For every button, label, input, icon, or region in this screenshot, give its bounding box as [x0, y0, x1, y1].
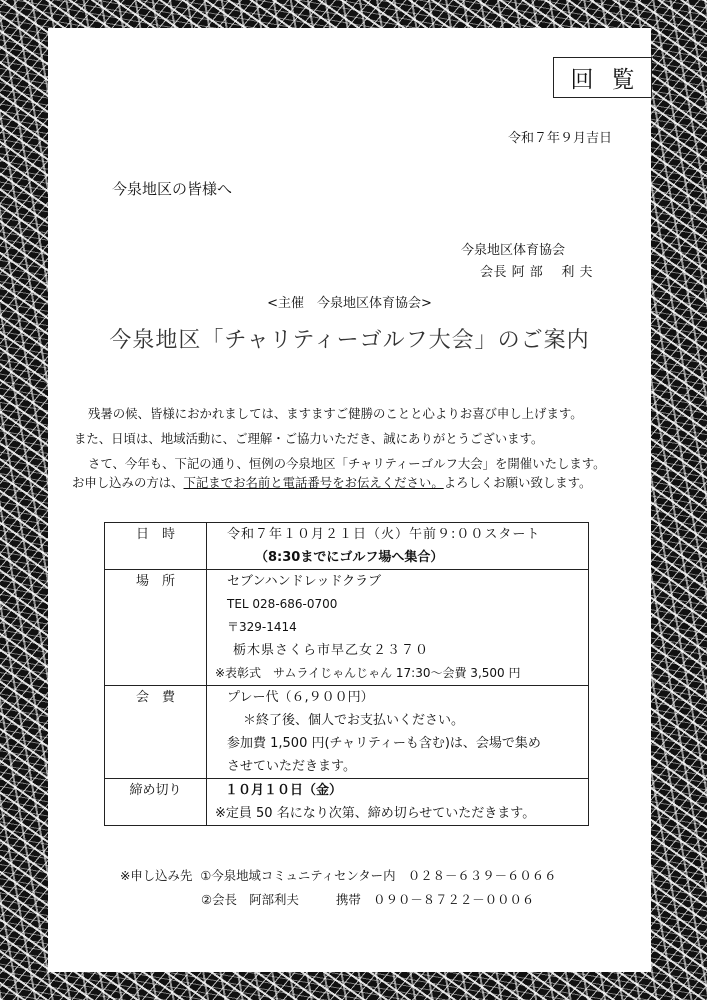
addressee: 今泉地区の皆様へ: [112, 180, 233, 198]
venue-address: 栃木県さくら市早乙女２３７０: [233, 643, 430, 658]
issue-date: 令和７年９月吉日: [508, 131, 613, 146]
fee-entry-line1: 参加費 1,500 円(チャリティーも含む)は、会場で集め: [227, 736, 541, 751]
label-deadline-text: 締め切り: [129, 783, 182, 798]
body-paragraph-3: さて、今年も、下記の通り、恒例の今泉地区「チャリティーゴルフ大会」を開催いたします。: [88, 456, 606, 471]
row-venue: [105, 570, 589, 686]
document-title: 今泉地区「チャリティーゴルフ大会」のご案内: [109, 328, 590, 353]
deadline-date: １０月１０日（金）: [225, 783, 343, 798]
venue-name: セブンハンドレッドクラブ: [227, 574, 382, 589]
notice-sheet: [48, 28, 651, 972]
event-info-table: [104, 522, 589, 826]
fee-play: プレー代（６,９００円）: [227, 690, 374, 705]
row-deadline: [105, 779, 589, 826]
datetime-line2: （8:30までにゴルフ場へ集合）: [255, 550, 444, 565]
sponsor-line: <主催 今泉地区体育協会>: [267, 296, 432, 311]
sender-organization: 今泉地区体育協会: [461, 243, 566, 258]
deadline-note: ※定員 50 名になり次第、締め切らせていただきます。: [215, 806, 536, 821]
venue-zip: 〒329-1414: [227, 620, 297, 634]
value-fee: [207, 686, 589, 779]
label-fee: [105, 686, 207, 779]
circulation-stamp: 回覧: [553, 57, 652, 98]
value-datetime: [207, 523, 589, 570]
apply-line1: [120, 866, 557, 884]
p4-prefix: お申し込みの方は、: [72, 475, 184, 490]
fee-entry-line2: させていただきます。: [227, 759, 356, 774]
label-venue: [105, 570, 207, 686]
sender-president: 会長 阿 部 利 夫: [480, 265, 594, 280]
value-deadline: [207, 779, 589, 826]
apply-contact-1: ①今泉地域コミュニティセンター内 ０２８－６３９－６０６６: [200, 868, 557, 883]
label-venue-text: 場 所: [135, 574, 175, 589]
value-venue: [207, 570, 589, 686]
body-paragraph-2: また、日頃は、地域活動に、ご理解・ご協力いただき、誠にありがとうございます。: [74, 431, 544, 446]
row-datetime: [105, 523, 589, 570]
label-deadline: [105, 779, 207, 826]
body-paragraph-1: 残暑の候、皆様におかれましては、ますますご健勝のことと心よりお喜び申し上げます。: [88, 406, 583, 421]
row-fee: [105, 686, 589, 779]
label-datetime: [105, 523, 207, 570]
label-datetime-text: 日 時: [135, 527, 175, 542]
venue-note: ※表彰式 サムライじゃんじゃん 17:30～会費 3,500 円: [215, 666, 521, 680]
apply-contact-2: ②会長 阿部利夫 携帯 ０９０－８７２２－０００６: [201, 892, 535, 907]
datetime-line1: 令和７年１０月２１日（火）午前９:００スタート: [227, 527, 541, 542]
label-fee-text: 会 費: [135, 690, 175, 705]
p4-suffix: よろしくお願い致します。: [443, 475, 592, 490]
apply-label: ※申し込み先: [120, 868, 193, 883]
venue-tel: TEL 028-686-0700: [227, 597, 338, 611]
body-paragraph-4: [72, 473, 591, 491]
p4-underlined: 下記までお名前と電話番号をお伝えください。: [183, 475, 444, 490]
fee-play-note: ＊終了後、個人でお支払いください。: [243, 713, 465, 728]
